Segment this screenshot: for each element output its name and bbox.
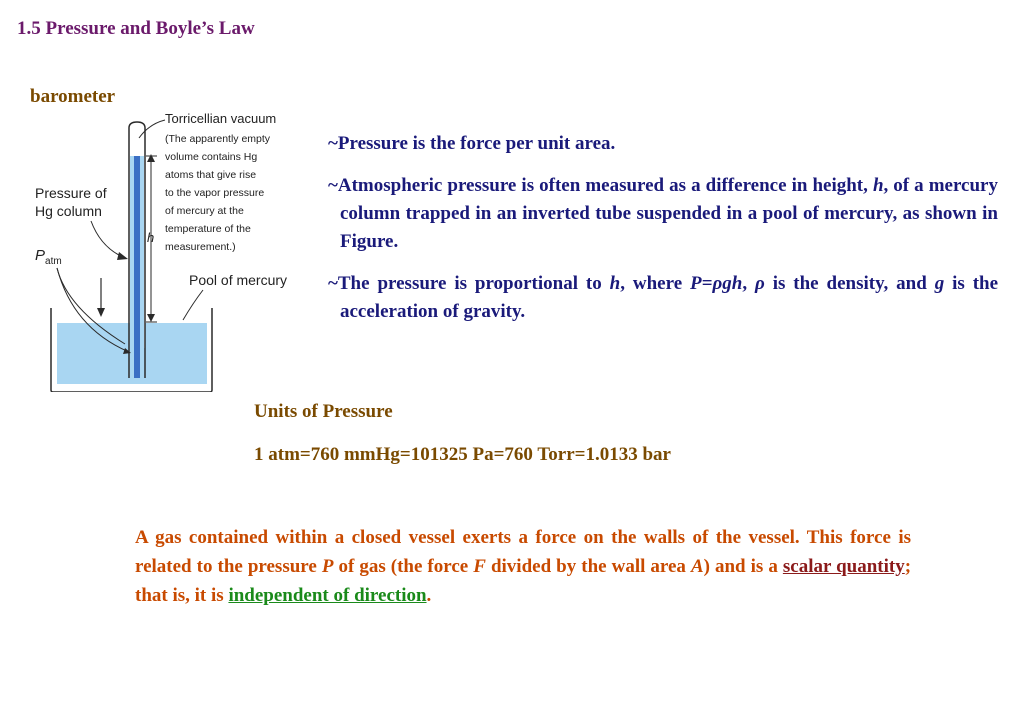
scalar-quantity-term: scalar quantity [782, 556, 905, 577]
units-heading: Units of Pressure [254, 401, 393, 422]
bullet-pressure-definition: ~Pressure is the force per unit area. [328, 133, 616, 154]
column-core [134, 156, 140, 378]
bullet-proportionality: ~The pressure is proportional to h, where P=ρgh, ρ is the density, and g is the acceleration of gravity. [328, 273, 999, 322]
vacuum-label: Torricellian vacuum [165, 111, 277, 126]
gas-pressure-paragraph: A gas contained within a closed vessel exerts a force on the walls of the vessel. This force is related to the pressure P of gas (the force F divided by the wall area A) and is a scalar quantity; that is, it is independent of direction. [135, 527, 912, 606]
vacuum-note-2: volume contains Hg [165, 151, 258, 163]
bullet-atmospheric-pressure: ~Atmospheric pressure is often measured as a difference in height, h, of a mercury column trapped in an inverted tube suspended in a pool of mercury, as shown in Figure. [328, 175, 998, 252]
barometer-label: barometer [30, 86, 116, 107]
h-arrow-bottom [147, 314, 155, 322]
vacuum-note-1: (The apparently empty [165, 133, 271, 145]
barometer-figure [33, 108, 325, 392]
bullet-list [328, 130, 998, 340]
h-label: h [147, 230, 155, 245]
h-arrow-top [147, 154, 155, 162]
pressure-label-1: Pressure of [35, 185, 107, 201]
vacuum-note-6: temperature of the [165, 223, 251, 235]
independent-direction-term: independent of direction [228, 585, 427, 606]
pool-label: Pool of mercury [189, 272, 288, 288]
pressure-label-2: Hg column [35, 203, 102, 219]
units-block [254, 398, 671, 484]
vacuum-note-7: measurement.) [165, 241, 236, 253]
barometer-diagram [33, 108, 325, 392]
vacuum-note-4: to the vapor pressure [165, 187, 265, 199]
vacuum-note-5: of mercury at the [165, 205, 244, 217]
pressure-leader [91, 221, 125, 258]
vacuum-note-3: atoms that give rise [165, 169, 257, 181]
slide-title: 1.5 Pressure and Boyle’s Law [17, 18, 255, 39]
patm-arrowhead [97, 308, 105, 317]
units-equation: 1 atm=760 mmHg=101325 Pa=760 Torr=1.0133 bar [254, 444, 671, 465]
pool-leader [183, 290, 203, 320]
patm-label: $P_{atm}$ [35, 247, 62, 267]
pressure-arrowhead [117, 252, 128, 260]
